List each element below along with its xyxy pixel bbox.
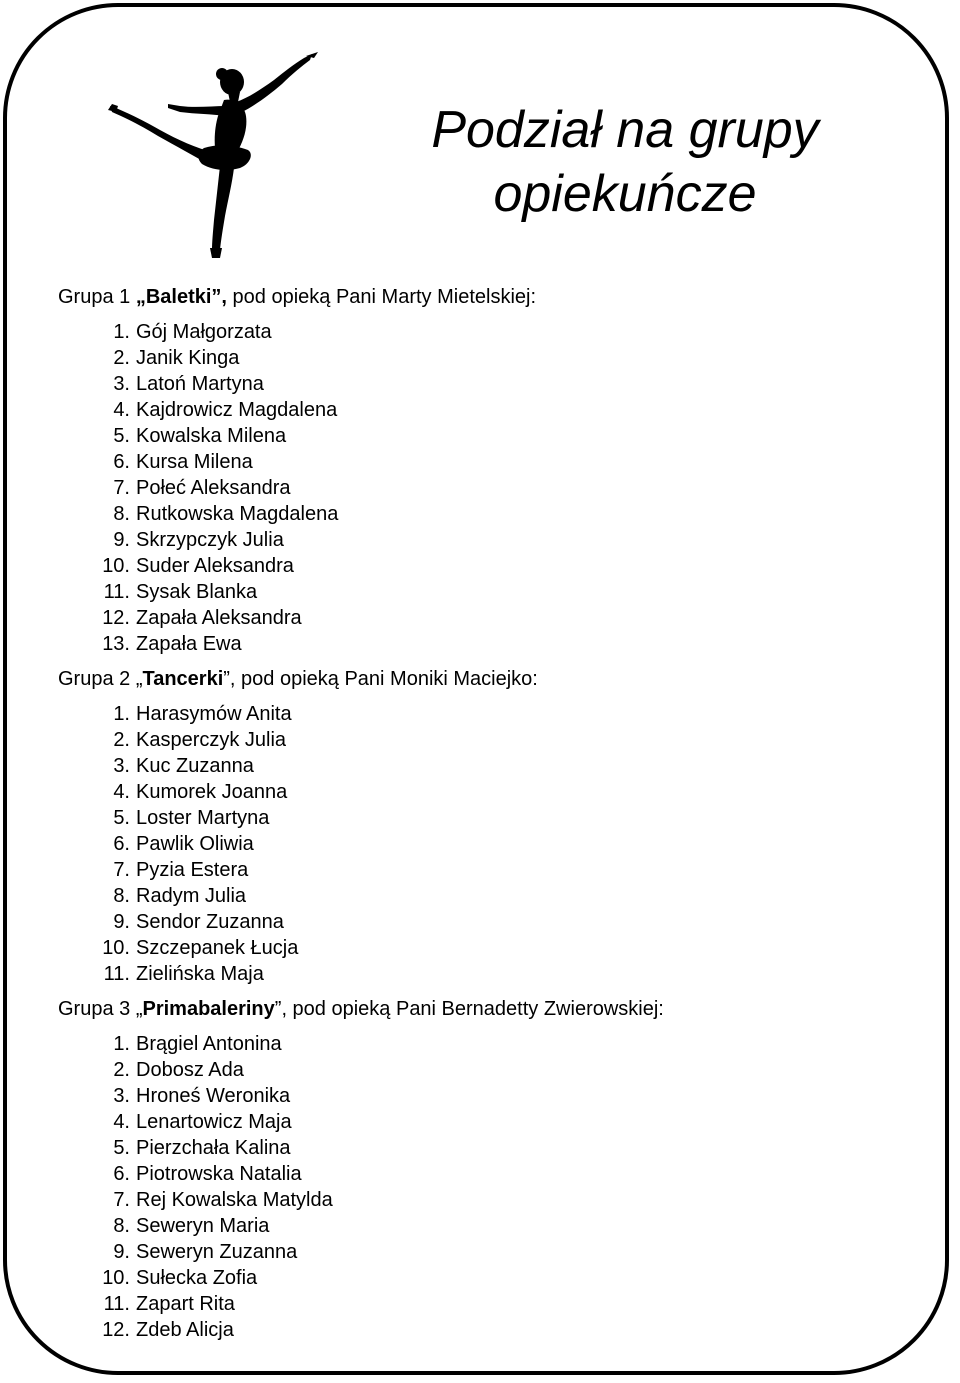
list-item: [58, 909, 918, 935]
member-name: Radym Julia: [136, 885, 247, 907]
item-number: 3.: [113, 373, 130, 395]
item-number: 13.: [102, 633, 130, 655]
item-number: 9.: [113, 1241, 130, 1263]
item-number: 3.: [113, 755, 130, 777]
list-item: [58, 605, 918, 631]
list-item: [58, 475, 918, 501]
list-item: [58, 553, 918, 579]
list-item: [58, 1265, 918, 1291]
page-title-line-1: Podział na grupy: [431, 101, 819, 159]
list-item: [58, 527, 918, 553]
item-number: 1.: [113, 703, 130, 725]
item-number: 2.: [113, 729, 130, 751]
member-name: Janik Kinga: [136, 347, 240, 369]
item-number: 5.: [113, 425, 130, 447]
list-item: [58, 1317, 918, 1343]
member-name: Połeć Aleksandra: [136, 477, 291, 499]
group-3-suffix: ”, pod opieką Pani Bernadetty Zwierowskiej:: [274, 998, 664, 1020]
group-3: [58, 996, 918, 1343]
member-name: Lenartowicz Maja: [136, 1111, 292, 1133]
list-item: [58, 1083, 918, 1109]
item-number: 6.: [113, 451, 130, 473]
member-name: Piotrowska Natalia: [136, 1163, 302, 1185]
item-number: 7.: [113, 859, 130, 881]
item-number: 1.: [113, 321, 130, 343]
group-2-name: Tancerki: [142, 668, 224, 690]
member-name: Brągiel Antonina: [136, 1033, 282, 1055]
list-item: [58, 701, 918, 727]
group-1: [58, 284, 918, 657]
group-2: [58, 666, 918, 987]
group-2-members: [58, 701, 918, 987]
item-number: 10.: [102, 555, 130, 577]
list-item: [58, 319, 918, 345]
groups-list: [58, 284, 918, 1352]
list-item: [58, 501, 918, 527]
group-1-suffix: pod opieką Pani Marty Mietelskiej:: [226, 286, 537, 308]
list-item: [58, 961, 918, 987]
group-1-members: [58, 319, 918, 657]
item-number: 8.: [113, 885, 130, 907]
member-name: Kumorek Joanna: [136, 781, 288, 803]
item-number: 6.: [113, 1163, 130, 1185]
ballerina-silhouette-icon: [108, 52, 320, 258]
list-item: [58, 805, 918, 831]
member-name: Sułecka Zofia: [136, 1267, 258, 1289]
list-item: [58, 371, 918, 397]
member-name: Zielińska Maja: [136, 963, 264, 985]
list-item: [58, 1161, 918, 1187]
member-name: Kajdrowicz Magdalena: [136, 399, 338, 421]
list-item: [58, 1187, 918, 1213]
list-item: [58, 883, 918, 909]
item-number: 4.: [113, 781, 130, 803]
page-title: [390, 98, 860, 226]
group-2-prefix: Grupa 2 „: [58, 668, 143, 690]
member-name: Gój Małgorzata: [136, 321, 272, 343]
item-number: 3.: [113, 1085, 130, 1107]
list-item: [58, 1239, 918, 1265]
item-number: 6.: [113, 833, 130, 855]
page-title-line-2: opiekuńcze: [493, 165, 757, 223]
member-name: Zdeb Alicja: [136, 1319, 234, 1341]
item-number: 8.: [113, 1215, 130, 1237]
list-item: [58, 935, 918, 961]
member-name: Suder Aleksandra: [136, 555, 294, 577]
member-name: Zapart Rita: [136, 1293, 235, 1315]
member-name: Skrzypczyk Julia: [136, 529, 284, 551]
member-name: Rej Kowalska Matylda: [136, 1189, 333, 1211]
group-1-name: „Baletki”,: [135, 286, 227, 308]
list-item: [58, 779, 918, 805]
list-item: [58, 449, 918, 475]
member-name: Dobosz Ada: [136, 1059, 244, 1081]
member-name: Harasymów Anita: [136, 703, 292, 725]
item-number: 11.: [103, 963, 130, 985]
member-name: Pyzia Estera: [136, 859, 249, 881]
item-number: 4.: [113, 1111, 130, 1133]
list-item: [58, 345, 918, 371]
group-3-name: Primabaleriny: [142, 998, 275, 1020]
item-number: 7.: [113, 1189, 130, 1211]
member-name: Pierzchała Kalina: [136, 1137, 291, 1159]
item-number: 9.: [113, 529, 130, 551]
member-name: Seweryn Zuzanna: [136, 1241, 298, 1263]
item-number: 2.: [113, 1059, 130, 1081]
member-name: Kursa Milena: [136, 451, 253, 473]
member-name: Latoń Martyna: [136, 373, 264, 395]
group-3-members: [58, 1031, 918, 1343]
list-item: [58, 579, 918, 605]
member-name: Sysak Blanka: [136, 581, 258, 603]
item-number: 12.: [102, 607, 130, 629]
list-item: [58, 857, 918, 883]
item-number: 11.: [103, 1293, 130, 1315]
item-number: 8.: [113, 503, 130, 525]
group-3-prefix: Grupa 3 „: [58, 998, 143, 1020]
member-name: Loster Martyna: [136, 807, 270, 829]
list-item: [58, 727, 918, 753]
list-item: [58, 397, 918, 423]
item-number: 11.: [103, 581, 130, 603]
member-name: Kuc Zuzanna: [136, 755, 254, 777]
member-name: Kowalska Milena: [136, 425, 287, 447]
item-number: 5.: [113, 1137, 130, 1159]
member-name: Pawlik Oliwia: [136, 833, 254, 855]
list-item: [58, 1031, 918, 1057]
member-name: Sendor Zuzanna: [136, 911, 284, 933]
list-item: [58, 631, 918, 657]
list-item: [58, 1109, 918, 1135]
item-number: 7.: [113, 477, 130, 499]
member-name: Zapała Ewa: [136, 633, 242, 655]
list-item: [58, 1291, 918, 1317]
item-number: 10.: [102, 1267, 130, 1289]
group-1-header: [58, 284, 918, 310]
list-item: [58, 1057, 918, 1083]
list-item: [58, 753, 918, 779]
group-2-header: [58, 666, 918, 692]
member-name: Rutkowska Magdalena: [136, 503, 339, 525]
item-number: 4.: [113, 399, 130, 421]
item-number: 2.: [113, 347, 130, 369]
list-item: [58, 1135, 918, 1161]
list-item: [58, 1213, 918, 1239]
group-2-suffix: ”, pod opieką Pani Moniki Maciejko:: [223, 668, 538, 690]
item-number: 12.: [102, 1319, 130, 1341]
member-name: Kasperczyk Julia: [136, 729, 287, 751]
list-item: [58, 423, 918, 449]
item-number: 5.: [113, 807, 130, 829]
group-1-prefix: Grupa 1: [58, 286, 136, 308]
member-name: Hroneś Weronika: [136, 1085, 291, 1107]
member-name: Zapała Aleksandra: [136, 607, 302, 629]
item-number: 9.: [113, 911, 130, 933]
list-item: [58, 831, 918, 857]
group-3-header: [58, 996, 918, 1022]
item-number: 10.: [102, 937, 130, 959]
item-number: 1.: [113, 1033, 130, 1055]
member-name: Szczepanek Łucja: [136, 937, 299, 959]
member-name: Seweryn Maria: [136, 1215, 270, 1237]
